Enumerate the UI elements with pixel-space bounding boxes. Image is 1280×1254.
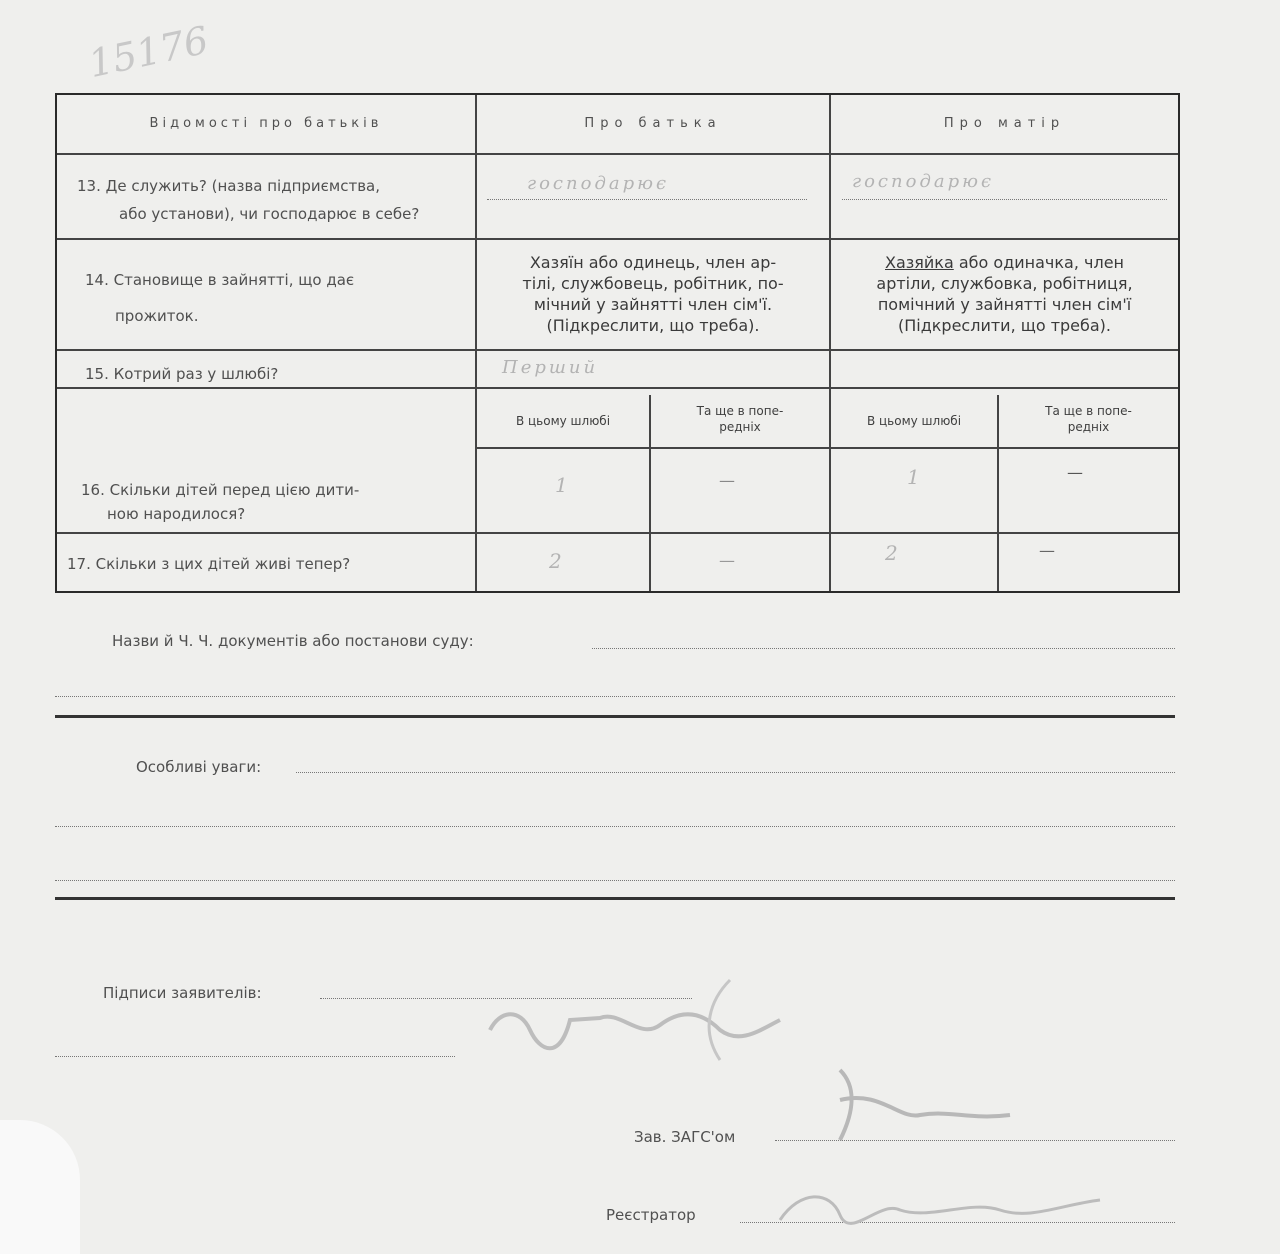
underlined-choice: Хазяйка <box>885 253 954 272</box>
header-col-father: Про батька <box>584 116 722 131</box>
header-col-mother: Про матір <box>943 116 1066 131</box>
option-line: помічний у зайнятті член сім'ї <box>877 295 1132 314</box>
table-divider <box>57 153 1178 155</box>
subheader-line: редніх <box>1067 420 1110 434</box>
registrar-signature <box>770 1170 1110 1240</box>
row17-father-previous: — <box>719 551 735 570</box>
option-line: мічний у зайнятті член сім'ї. <box>533 295 773 314</box>
fill-line <box>842 199 1167 200</box>
row14-question: 14. Становище в зайнятті, що дає <box>85 271 355 289</box>
subheader-line: Та ще в попе- <box>1045 404 1132 418</box>
zags-signature <box>800 1060 1040 1150</box>
option-line-rest: або одиначка, член <box>953 253 1124 272</box>
subheader-previous-mother <box>999 403 1178 435</box>
fill-line <box>592 648 1175 649</box>
row16-mother-this-marriage: 1 <box>907 465 923 489</box>
row16-question: ною народилося? <box>107 505 246 523</box>
subheader-line: редніх <box>719 420 761 434</box>
corner-archive-number: 15176 <box>84 17 213 87</box>
table-divider <box>829 95 831 591</box>
fill-line <box>55 696 1175 697</box>
fill-line <box>55 880 1175 881</box>
row14-mother-options <box>831 252 1178 336</box>
row14-father-options <box>477 252 829 336</box>
option-line: Хазяїн або одинець, член ар- <box>529 253 777 272</box>
subheader-this-marriage-mother: В цьому шлюбі <box>866 414 962 428</box>
row13-question: 13. Де служить? (назва підприємства, <box>77 177 381 195</box>
row16-father-this-marriage: 1 <box>555 473 571 497</box>
row14-question: прожиток. <box>115 307 199 325</box>
parents-info-table <box>55 93 1180 593</box>
table-divider <box>57 238 1178 240</box>
row15-question: 15. Котрий раз у шлюбі? <box>85 365 279 383</box>
subheader-line: Та ще в попе- <box>696 404 784 418</box>
table-divider <box>57 532 1178 534</box>
option-line: тілі, службовець, робітник, по- <box>522 274 784 293</box>
notes-label: Особливі уваги: <box>136 758 262 776</box>
row16-father-previous: — <box>719 471 735 490</box>
row13-question: або установи), чи господарює в себе? <box>119 205 420 223</box>
header-col-parents-info: Відомості про батьків <box>149 116 383 131</box>
row17-question: 17. Скільки з цих дітей живі тепер? <box>67 555 351 573</box>
row13-mother-answer: господарює <box>852 171 995 192</box>
applicant-signature <box>460 970 800 1080</box>
fill-line <box>487 199 807 200</box>
registrar-label: Реєстратор <box>606 1206 696 1224</box>
row17-mother-previous: — <box>1039 541 1055 560</box>
table-divider <box>475 95 477 591</box>
subheader-previous-father <box>651 403 829 435</box>
documents-label: Назви й Ч. Ч. документів або постанови суду: <box>112 632 474 650</box>
row13-father-answer: господарює <box>527 173 670 194</box>
row16-question: 16. Скільки дітей перед цією дити- <box>81 481 360 499</box>
fill-line <box>55 826 1175 827</box>
option-line <box>831 252 1178 273</box>
signatures-label: Підписи заявителів: <box>103 984 262 1002</box>
fill-line <box>55 1056 455 1057</box>
section-divider <box>55 897 1175 900</box>
zags-head-label: Зав. ЗАГС'ом <box>634 1128 736 1146</box>
option-line: артіли, службовка, робітниця, <box>876 274 1133 293</box>
table-divider <box>57 349 1178 351</box>
option-line: (Підкреслити, що треба). <box>546 316 760 335</box>
option-line: (Підкреслити, що треба). <box>897 316 1112 335</box>
row16-mother-previous: — <box>1067 463 1083 482</box>
subheader-this-marriage-father: В цьому шлюбі <box>515 414 611 428</box>
row15-father-answer: Перший <box>502 357 599 378</box>
fill-line <box>296 772 1175 773</box>
section-divider <box>55 715 1175 718</box>
row17-mother-this-marriage: 2 <box>885 541 901 565</box>
table-divider <box>475 447 1178 449</box>
row17-father-this-marriage: 2 <box>549 549 565 573</box>
paper-damage-corner <box>0 1120 80 1254</box>
